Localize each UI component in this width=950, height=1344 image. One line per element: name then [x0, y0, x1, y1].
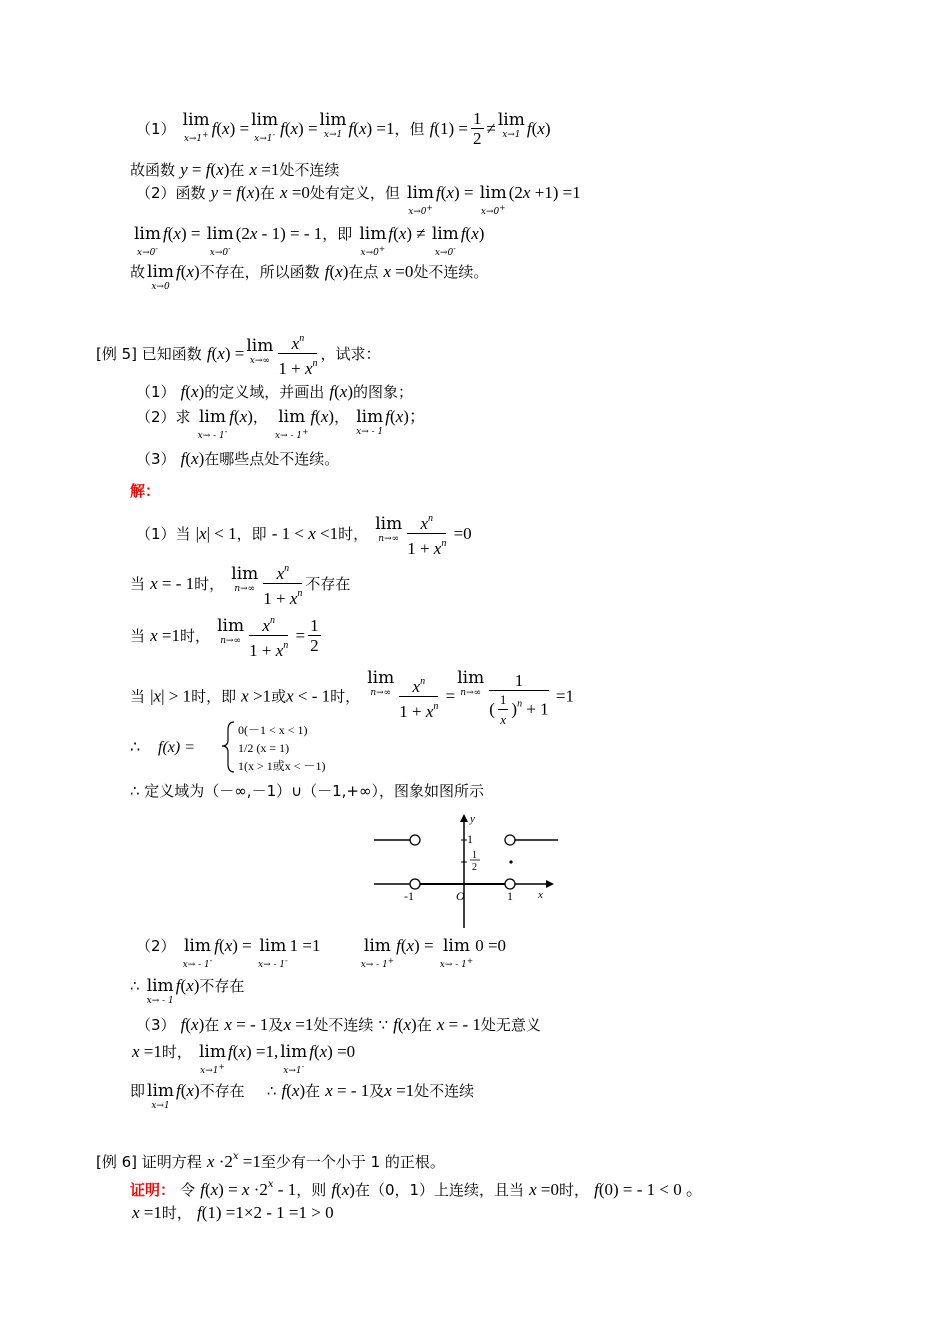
lim-expression: lim x→ - 1 [146, 976, 174, 1006]
text: 及 [268, 1016, 284, 1034]
text: 不存在 [199, 1082, 245, 1100]
text: 时， [559, 1181, 590, 1199]
text: ，即 [322, 225, 353, 243]
open-circle [410, 879, 420, 889]
lim-expression: lim n→∞ [217, 616, 245, 646]
text: 在 [204, 1016, 220, 1034]
text: 不存在 [199, 977, 245, 995]
lim-expression: lim x→1 [497, 110, 525, 140]
function-graph [370, 812, 570, 930]
lim-expression: lim x→ - 1- [258, 936, 288, 970]
fraction-xn: $\frac{x^n}{1 + x^n}$ [278, 330, 317, 379]
text: 在点 [348, 263, 379, 281]
text: 时， [180, 627, 211, 645]
text: 在 [259, 184, 275, 202]
text: （1） [136, 383, 176, 401]
therefore-sign: ∴ [130, 977, 140, 995]
graph-svg [370, 812, 570, 930]
tick-1: 1 [507, 889, 513, 903]
lim-expression: lim x→ - 1+ [439, 936, 474, 970]
fraction-half: $\frac{1}{2}$ [310, 616, 319, 655]
lim-expression: lim x→ - 1+ [275, 407, 309, 441]
text: 故函数 [130, 161, 176, 179]
text: 时， [338, 525, 369, 543]
text: 时，即 [191, 687, 237, 706]
fraction-recip: 1 ( $\frac{1}{x}$ )$^n$ + 1 [489, 671, 549, 727]
text: 即 [130, 1082, 146, 1100]
text: 处不连续 [313, 1016, 374, 1034]
line-ex5-q1: （1） f(x)的定义域，并画出 f(x)的图象； [136, 382, 414, 401]
origin-label: O [456, 889, 465, 903]
lim-expression: lim x→1+ [182, 110, 210, 144]
line-s5: （2） lim x→ - 1- f(x) = lim x→ - 1- 1 =1 lim x→ - 1+ f(x) = lim x→ - 1+ 0 =0 [136, 936, 507, 970]
text: 的图象； [353, 383, 414, 401]
example-6-label: [例 6] 证明方程 [96, 1153, 202, 1171]
lim-expression: lim n→∞ [457, 668, 485, 698]
open-circle [505, 879, 515, 889]
text: 至少有一个小于 1 的正根。 [260, 1153, 445, 1171]
fraction-xn: $\frac{x^n}{1 + x^n}$ [249, 612, 288, 661]
lim-expression: lim x→1- [251, 110, 279, 144]
line-s8: x =1时， lim x→1+ f(x) =1, lim x→1- f(x) =0 [132, 1042, 356, 1076]
text: ， [334, 408, 350, 426]
text: 在 [229, 161, 245, 179]
text: 处无意义 [480, 1016, 541, 1034]
piecewise-svg [130, 718, 450, 774]
lim-expression: lim x→1 [319, 110, 347, 140]
text: （1）当 [136, 525, 191, 543]
line-s1: （1）当 |x| < 1，即 - 1 < x <1时， lim n→∞ $\frac{x^n}{1 + x^n}$ =0 [136, 510, 472, 559]
x-arrow-icon [546, 880, 554, 888]
text: 处不连续 [414, 1082, 475, 1100]
piecewise-definition [130, 718, 450, 774]
text: 处不连续 [279, 161, 340, 179]
text: 的定义域，并画出 [204, 383, 325, 401]
text: （3） [136, 450, 176, 468]
open-circle [505, 835, 515, 845]
fraction-half: $\frac{1}{2}$ [473, 109, 482, 148]
lim-expression: lim x→0 [147, 262, 175, 292]
because-sign: ∵ [378, 1016, 388, 1034]
line-ex5-q3: （3） f(x)在哪些点处不连续。 [136, 449, 340, 468]
line-domain [130, 781, 484, 801]
brace-icon [222, 722, 234, 772]
text: 故 [130, 263, 146, 281]
text: 当 [130, 575, 146, 593]
lim-expression: lim x→1+ [199, 1042, 226, 1076]
solution-label: 解： [130, 482, 161, 500]
text: 在 [416, 1016, 432, 1034]
example-5-label: [例 5] 已知函数 [96, 345, 202, 363]
fraction-xn: $\frac{x^n}{1 + x^n}$ [399, 673, 438, 722]
text: 在 [305, 1082, 321, 1100]
proof-label: 证明： [130, 1181, 176, 1199]
lim-expression: lim x→ - 1- [182, 936, 213, 970]
line-s6: ∴ lim x→ - 1 f(x)不存在 [130, 976, 245, 1006]
text: 及 [369, 1082, 385, 1100]
text: 令 [180, 1181, 196, 1199]
lim-expression: lim x→ - 1- [197, 407, 228, 441]
text: （2）求 [136, 408, 191, 426]
text: ， [252, 408, 268, 426]
therefore-sign: ∴ [266, 1082, 277, 1100]
text: 时， [194, 575, 225, 593]
line-proof: 证明： 令 $f(x) = x \cdot 2^x - 1$，则 f(x)在（0，1）上连续，且当 x =0时， f(0) = - 1 < 0 。 [130, 1179, 704, 1199]
domain-text: ∴ 定义域为（－∞,－1）∪（－1,+∞），图象如图所示 [130, 782, 484, 800]
text: 当 [130, 687, 146, 706]
lim-expression: lim x→0- [206, 224, 234, 258]
fraction-xn: $\frac{x^n}{1 + x^n}$ [407, 510, 446, 559]
y-label: y [470, 813, 475, 825]
lim-expression: lim n→∞ [231, 564, 259, 594]
p2-label: （2）函数 [136, 184, 206, 202]
line-ex6: [例 6] 证明方程 $x \cdot 2^x =1$至少有一个小于 1 的正根。 [96, 1151, 445, 1171]
text: ，试求： [320, 345, 381, 363]
text: 时， [161, 1043, 192, 1061]
fraction-xn: $\frac{x^n}{1 + x^n}$ [263, 560, 302, 609]
line-s3: 当 x =1时， lim n→∞ $\frac{x^n}{1 + x^n}$ = $\frac{1}{2}$ [130, 612, 324, 661]
tick-neg1: -1 [404, 889, 414, 903]
line-s7: （3） f(x)在 x = - 1及x =1处不连续 ∵ f(x)在 x = - 1处无意义 [136, 1015, 541, 1034]
line-solution [130, 481, 160, 501]
line-ex5-q2: （2）求 lim x→ - 1- f(x)， lim x→ - 1+ f(x)， lim x→ - 1 f(x)； [136, 407, 426, 441]
lim-expression: lim x→∞ [246, 336, 274, 366]
line-s4: 当 |x| > 1时，即 x >1或x < - 1时， lim n→∞ $\frac{x^n}{1 + x^n}$ = lim n→∞ 1 ( $\frac{1}{x}$ )$^n$ + 1 =1 [130, 664, 574, 730]
lim-expression: lim x→0+ [407, 183, 435, 217]
text: （2） [136, 937, 176, 955]
p1-tail: ，但 [394, 120, 425, 138]
lim-expression: lim x→0+ [479, 183, 507, 217]
y-arrow-icon [460, 814, 468, 822]
piece-fx: f(x) = [158, 739, 195, 756]
line-proof2: x =1时， f(1) =1×2 - 1 =1 > 0 [132, 1203, 334, 1222]
point-half [509, 860, 512, 863]
lim-expression: lim x→1 [147, 1081, 175, 1111]
tick-y1: 1 [467, 832, 473, 846]
line-p1b: 故函数 y = f(x)在 x =1处不连续 [130, 160, 340, 179]
line-s9: 即 lim x→1 f(x)不存在 ∴ f(x)在 x = - 1及x =1处不连续 [130, 1081, 475, 1111]
text: 在哪些点处不连续。 [204, 450, 340, 468]
line-p1: （1） lim x→1+ f(x) = lim x→1- f(x) = lim x→1 f(x) =1，但 f(1) = $\frac{1}{2}$ ≠ lim x→1 f(x) [136, 109, 551, 148]
line-p2b: lim x→0- f(x) = lim x→0- (2x - 1) = - 1，即 lim x→0+ f(x) ≠ lim x→0- f(x) [134, 224, 485, 258]
line-ex5: [例 5] 已知函数 f(x) = lim x→∞ $\frac{x^n}{1 + x^n}$ ，试求： [96, 330, 381, 379]
text: 或 [271, 687, 287, 706]
line-p2: （2）函数 y = f(x)在 x =0处有定义，但 lim x→0+ f(x) = lim x→0+ (2x +1) =1 [136, 183, 581, 217]
text: （3） [136, 1016, 176, 1034]
text: 不存在，所以函数 [199, 263, 320, 281]
piece-row-1: 0(－1 < x < 1) [238, 723, 308, 737]
tick-half-num: 1 [472, 850, 477, 861]
text: 处有定义，但 [309, 184, 400, 202]
x-label: x [538, 889, 543, 901]
line-s2: 当 x = - 1时， lim n→∞ $\frac{x^n}{1 + x^n}$ 不存在 [130, 560, 350, 609]
lim-expression: lim x→0- [431, 224, 459, 258]
piece-row-2: 1/2 (x = 1) [238, 741, 290, 755]
lim-expression: lim x→0- [134, 224, 161, 258]
lim-expression: lim n→∞ [367, 668, 395, 698]
text: 不存在 [305, 575, 351, 593]
lim-expression: lim x→0+ [359, 224, 387, 258]
text: 时， [161, 1204, 192, 1222]
neq-sign: ≠ [486, 119, 496, 138]
open-circle [410, 835, 420, 845]
text: 当 [130, 627, 146, 645]
text: ，则 [296, 1181, 327, 1199]
text: 处不连续。 [413, 263, 489, 281]
text: 时， [330, 687, 361, 706]
lim-expression: lim x→1- [280, 1042, 308, 1076]
therefore-sign: ∴ [130, 737, 141, 756]
piece-row-3: 1(x > 1或x < －1) [238, 759, 326, 773]
lim-expression: lim n→∞ [375, 514, 403, 544]
tick-half-den: 2 [472, 862, 477, 873]
line-p2c: 故 lim x→0 f(x)不存在，所以函数 f(x)在点 x =0处不连续。 [130, 262, 489, 292]
lim-expression: lim x→ - 1 [356, 407, 384, 437]
lim-expression: lim x→ - 1+ [360, 936, 395, 970]
p1-label: （1） [136, 120, 176, 138]
text: 在（0，1）上连续，且当 [354, 1181, 525, 1199]
text: ，即 [236, 525, 267, 543]
